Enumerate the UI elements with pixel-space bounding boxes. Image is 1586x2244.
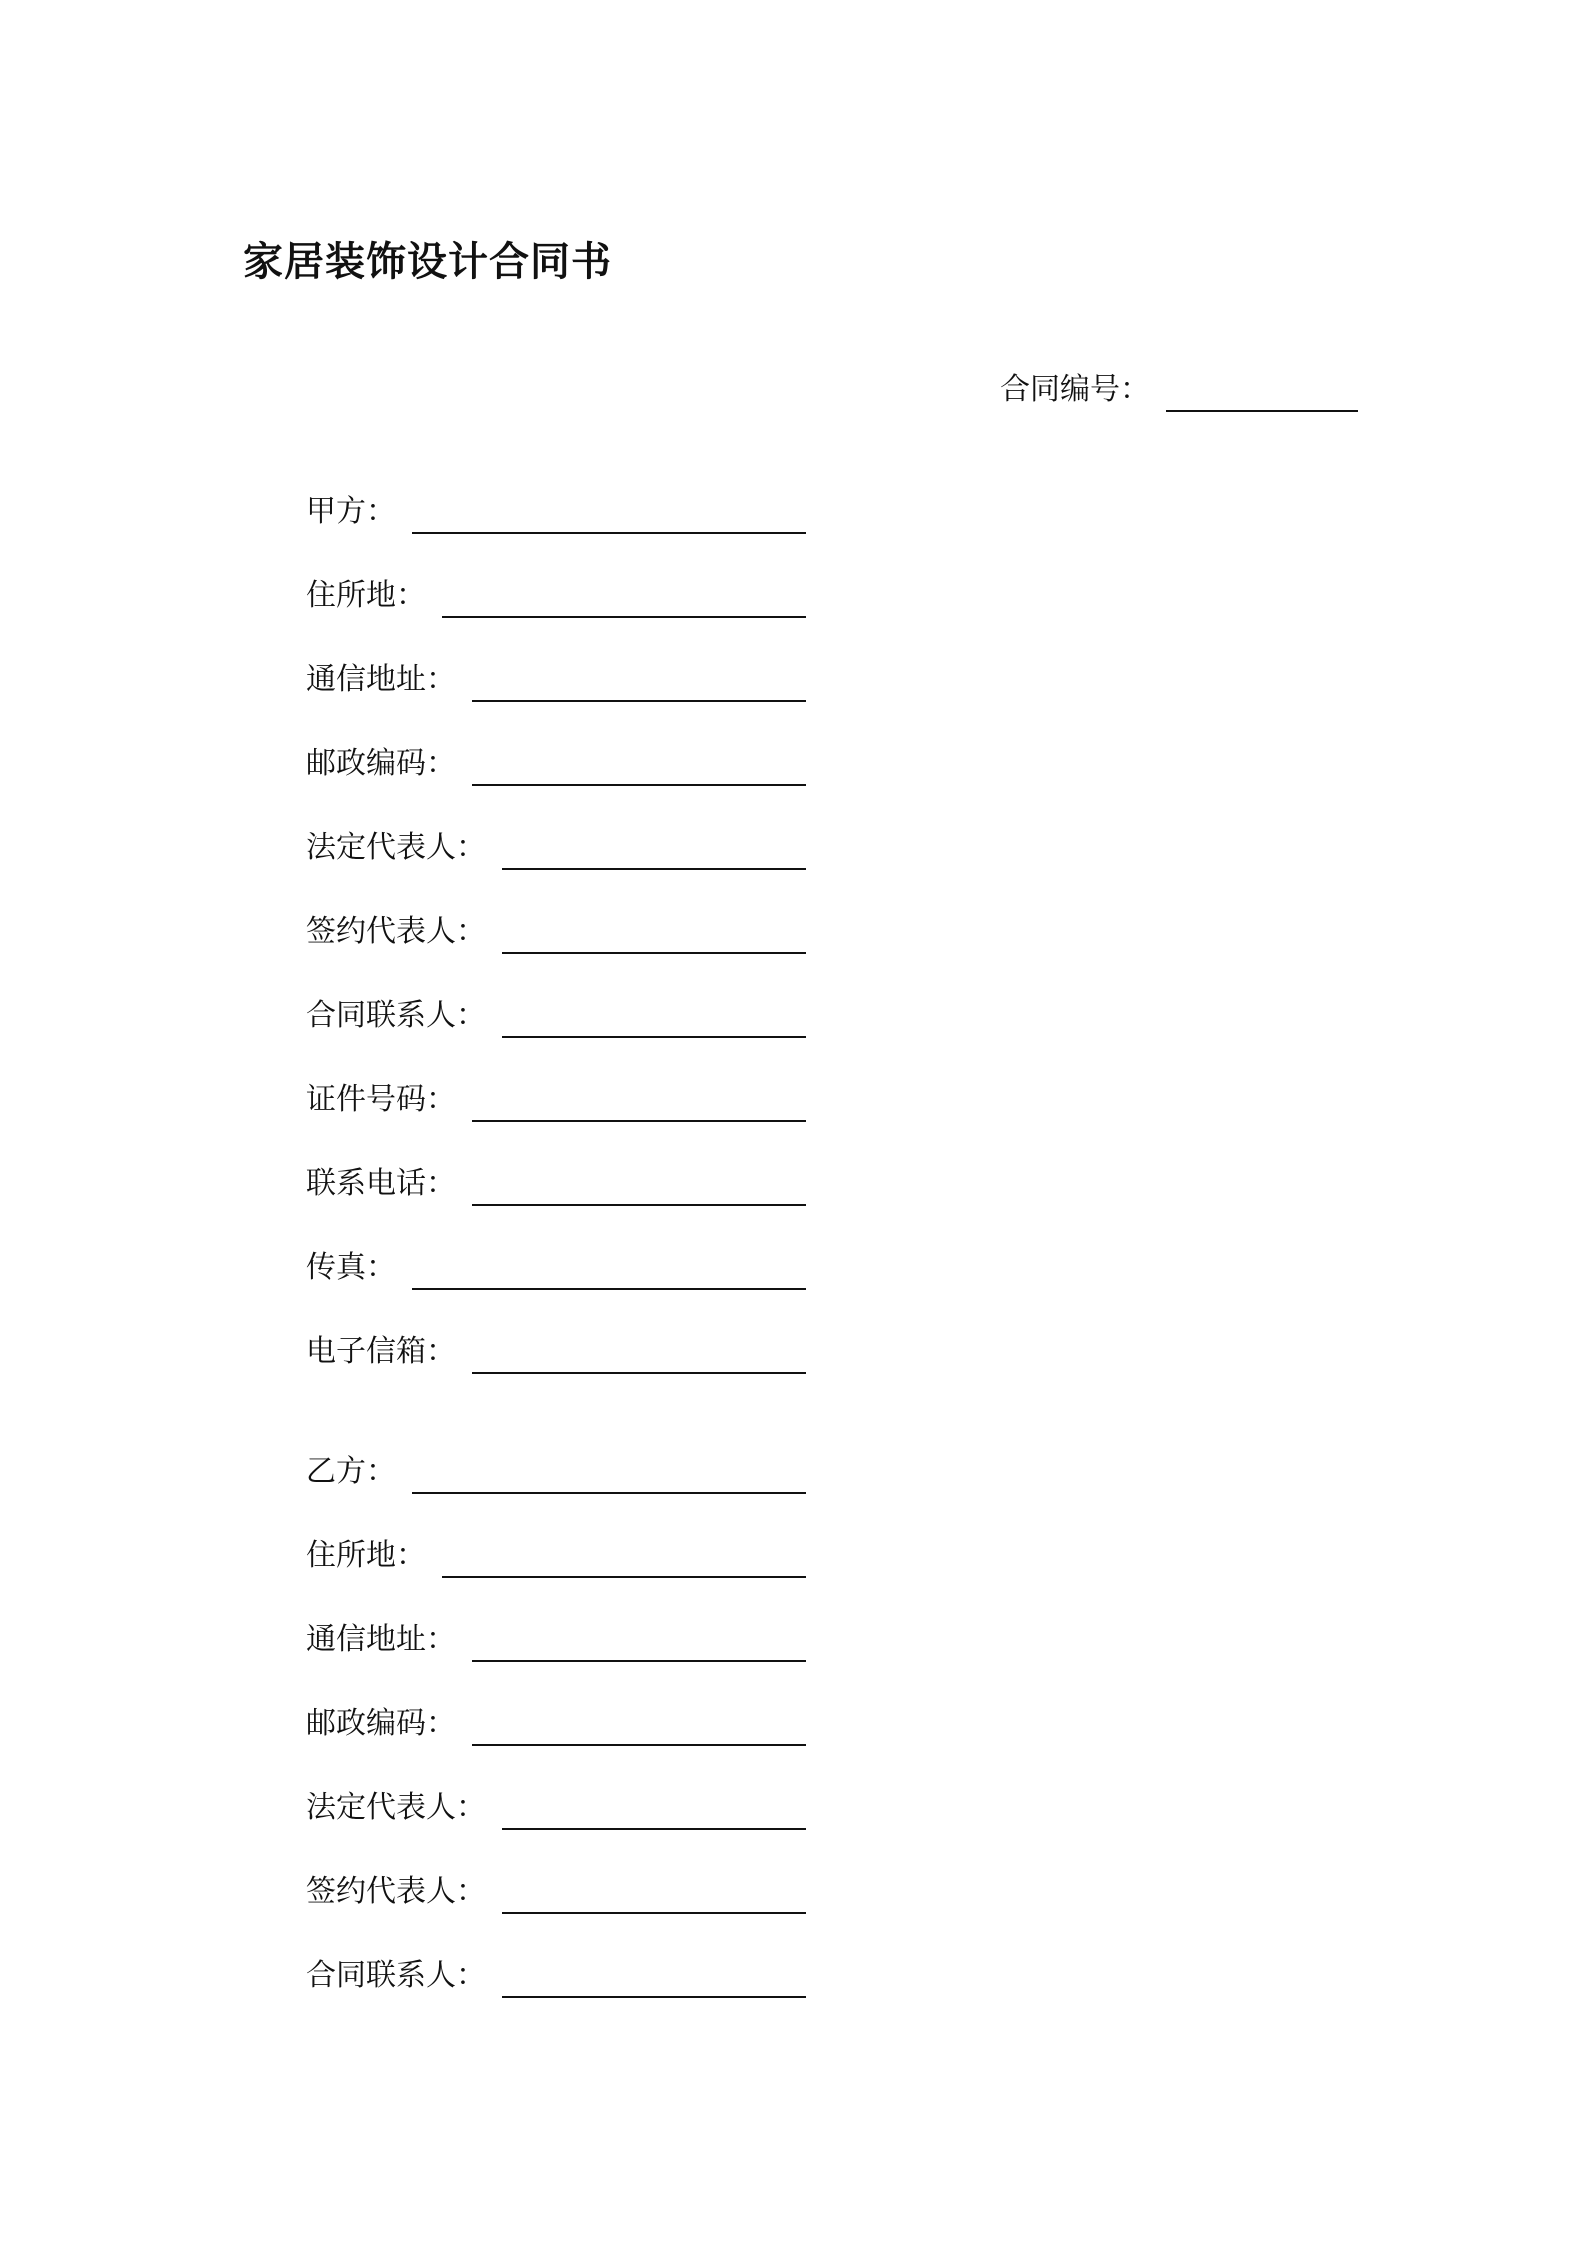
- party-a-contract-contact-row: [306, 984, 806, 1038]
- field-label: 合同联系人：: [306, 1958, 486, 1993]
- party-a-fax-row: [306, 1236, 806, 1290]
- party-a-section: [306, 480, 806, 1404]
- party-a-postal-code-blank[interactable]: [472, 744, 806, 786]
- party-b-name-blank[interactable]: [412, 1452, 806, 1494]
- party-b-section: [306, 1440, 806, 2028]
- party-b-postal-code-blank[interactable]: [472, 1704, 806, 1746]
- field-label: 证件号码：: [306, 1082, 456, 1117]
- field-label: 电子信箱：: [306, 1334, 456, 1369]
- party-a-mailing-address-row: [306, 648, 806, 702]
- field-label: 乙方：: [306, 1454, 396, 1489]
- party-b-signing-representative-blank[interactable]: [502, 1872, 806, 1914]
- party-a-domicile-blank[interactable]: [442, 576, 806, 618]
- party-b-mailing-address-blank[interactable]: [472, 1620, 806, 1662]
- party-b-legal-representative-row: [306, 1776, 806, 1830]
- party-b-mailing-address-row: [306, 1608, 806, 1662]
- field-label: 住所地：: [306, 1538, 426, 1573]
- field-label: 法定代表人：: [306, 830, 486, 865]
- contract-number-blank[interactable]: [1166, 370, 1358, 412]
- party-a-id-number-row: [306, 1068, 806, 1122]
- field-label: 住所地：: [306, 578, 426, 613]
- field-label: 合同联系人：: [306, 998, 486, 1033]
- party-b-legal-representative-blank[interactable]: [502, 1788, 806, 1830]
- field-label: 通信地址：: [306, 1622, 456, 1657]
- field-label: 传真：: [306, 1250, 396, 1285]
- contract-number-label: 合同编号：: [1000, 372, 1150, 407]
- page-title: 家居装饰设计合同书: [243, 239, 612, 285]
- field-label: 联系电话：: [306, 1166, 456, 1201]
- party-a-postal-code-row: [306, 732, 806, 786]
- party-a-legal-representative-row: [306, 816, 806, 870]
- party-a-name-row: [306, 480, 806, 534]
- party-b-contract-contact-row: [306, 1944, 806, 1998]
- party-a-email-blank[interactable]: [472, 1332, 806, 1374]
- party-a-email-row: [306, 1320, 806, 1374]
- contract-number-row: [1000, 362, 1358, 412]
- party-b-postal-code-row: [306, 1692, 806, 1746]
- party-a-phone-row: [306, 1152, 806, 1206]
- party-a-name-blank[interactable]: [412, 492, 806, 534]
- field-label: 签约代表人：: [306, 1874, 486, 1909]
- field-label: 邮政编码：: [306, 746, 456, 781]
- field-label: 甲方：: [306, 494, 396, 529]
- field-label: 邮政编码：: [306, 1706, 456, 1741]
- party-a-mailing-address-blank[interactable]: [472, 660, 806, 702]
- party-b-name-row: [306, 1440, 806, 1494]
- party-a-fax-blank[interactable]: [412, 1248, 806, 1290]
- party-a-id-number-blank[interactable]: [472, 1080, 806, 1122]
- party-b-domicile-row: [306, 1524, 806, 1578]
- party-b-signing-representative-row: [306, 1860, 806, 1914]
- party-a-signing-representative-blank[interactable]: [502, 912, 806, 954]
- party-a-legal-representative-blank[interactable]: [502, 828, 806, 870]
- field-label: 签约代表人：: [306, 914, 486, 949]
- party-a-signing-representative-row: [306, 900, 806, 954]
- party-a-phone-blank[interactable]: [472, 1164, 806, 1206]
- party-a-contract-contact-blank[interactable]: [502, 996, 806, 1038]
- party-b-contract-contact-blank[interactable]: [502, 1956, 806, 1998]
- party-b-domicile-blank[interactable]: [442, 1536, 806, 1578]
- party-a-domicile-row: [306, 564, 806, 618]
- field-label: 法定代表人：: [306, 1790, 486, 1825]
- field-label: 通信地址：: [306, 662, 456, 697]
